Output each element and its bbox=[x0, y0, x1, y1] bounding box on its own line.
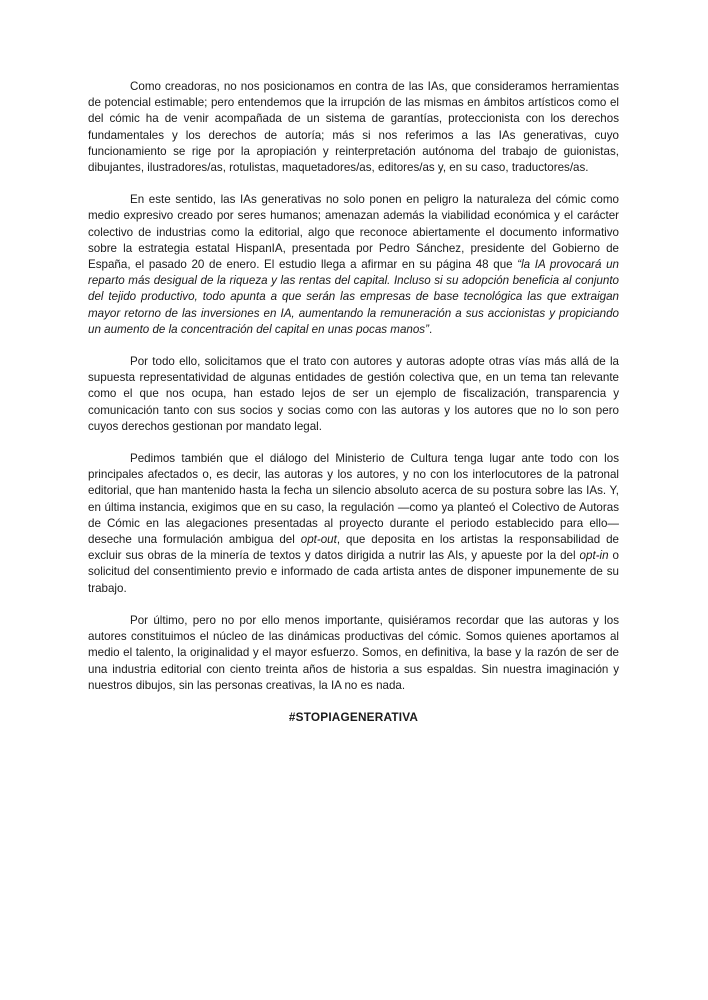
text-segment: Por todo ello, solicitamos que el trato con autores y autoras adopte otras vías más allá de la supuesta representatividad de algunas entidades de gestión colectiva que, en un tema tan relevante como el que nos ocupa, han estado lejos de ser un ejemplo de fiscalización, transparencia y comunicación tanto con sus socios y socias como con las autoras y los autores que no lo son pero cuyos derechos gestionan por mandato legal. bbox=[88, 355, 619, 433]
hashtag-title: #STOPIAGENERATIVA bbox=[288, 709, 419, 724]
text-segment: Pedimos también que el diálogo del Ministerio de Cultura tenga lugar ante todo con los principales afectados o, es decir, las autoras y los autores, y no con los interlocutores de la patronal editorial, que han mantenido hasta la fecha un silencio absoluto acerca de su postura sobre las IAs. Y, en última instancia, exigimos que en su caso, la regulación —como ya planteó el Colectivo de Autoras de Cómic en las alegaciones presentadas al proyecto durante el periodo establecido para ello— deseche una formulación ambigua del bbox=[88, 452, 619, 547]
text-segment: Por último, pero no por ello menos importante, quisiéramos recordar que las autoras y los autores constituimos el núcleo de las dinámicas productivas del cómic. Somos quienes aportamos al medio el talento, la originalidad y el mayor esfuerzo. Somos, en definitiva, la base y la razón de ser de una industria editorial con ciento treinta años de historia a sus espaldas. Sin nuestra imaginación y nuestros dibujos, sin las personas creativas, la IA no es nada. bbox=[88, 613, 619, 692]
text-segment: . bbox=[428, 322, 433, 336]
paragraph bbox=[88, 451, 619, 597]
paragraph bbox=[88, 354, 619, 435]
paragraph bbox=[88, 613, 619, 694]
italic-text-segment: opt-out bbox=[300, 533, 337, 547]
text-segment: Como creadoras, no nos posicionamos en contra de las IAs, que consideramos herramientas de potencial estimable; pero entendemos que la irrupción de las mismas en ámbitos artísticos como el del cómic ha de venir acompañada de un sistema de garantías, proteccionista con los derechos fundamentales y los derechos de autoría; más si nos referimos a las IAs generativas, cuyo funcionamiento se rige por la apropiación y reinterpretación autónoma del trabajo de guionistas, dibujantes, ilustradores/as, rotulistas, maquetadores/as, editores/as y, en su caso, traductores/as. bbox=[88, 80, 619, 175]
paragraph bbox=[88, 79, 619, 176]
italic-text-segment: opt-in bbox=[579, 549, 609, 563]
paragraph bbox=[88, 192, 619, 338]
text-segment: , que deposita en los artistas la responsabilidad de excluir sus obras de la minería de textos y datos dirigida a nutrir las AIs, y apueste por la del bbox=[88, 533, 619, 563]
document-body bbox=[88, 79, 619, 724]
text-segment: En este sentido, las IAs generativas no solo ponen en peligro la naturaleza del cómic como medio expresivo creado por seres humanos; amenazan además la viabilidad económica y el carácter colectivo de industrias como la editorial, algo que reconoce abiertamente el documento informativo sobre la estrategia estatal HispanIA, presentada por Pedro Sánchez, presidente del Gobierno de España, el pasado 20 de enero. El estudio llega a afirmar en su página 48 que bbox=[88, 193, 619, 272]
italic-text-segment: “la IA provocará un reparto más desigual de la riqueza y las rentas del capital. Incluso si su adopción beneficia al conjunto del tejido productivo, todo apunta a que serán las empresas de base tecnológica las que extraigan mayor retorno de las inversiones en IA, aumentando la remuneración a sus accionistas y propiciando un aumento de la concentración del capital en unas pocas manos” bbox=[88, 258, 619, 336]
text-segment: o solicitud del consentimiento previo e informado de cada artista antes de disponer impunemente de su trabajo. bbox=[88, 549, 619, 595]
